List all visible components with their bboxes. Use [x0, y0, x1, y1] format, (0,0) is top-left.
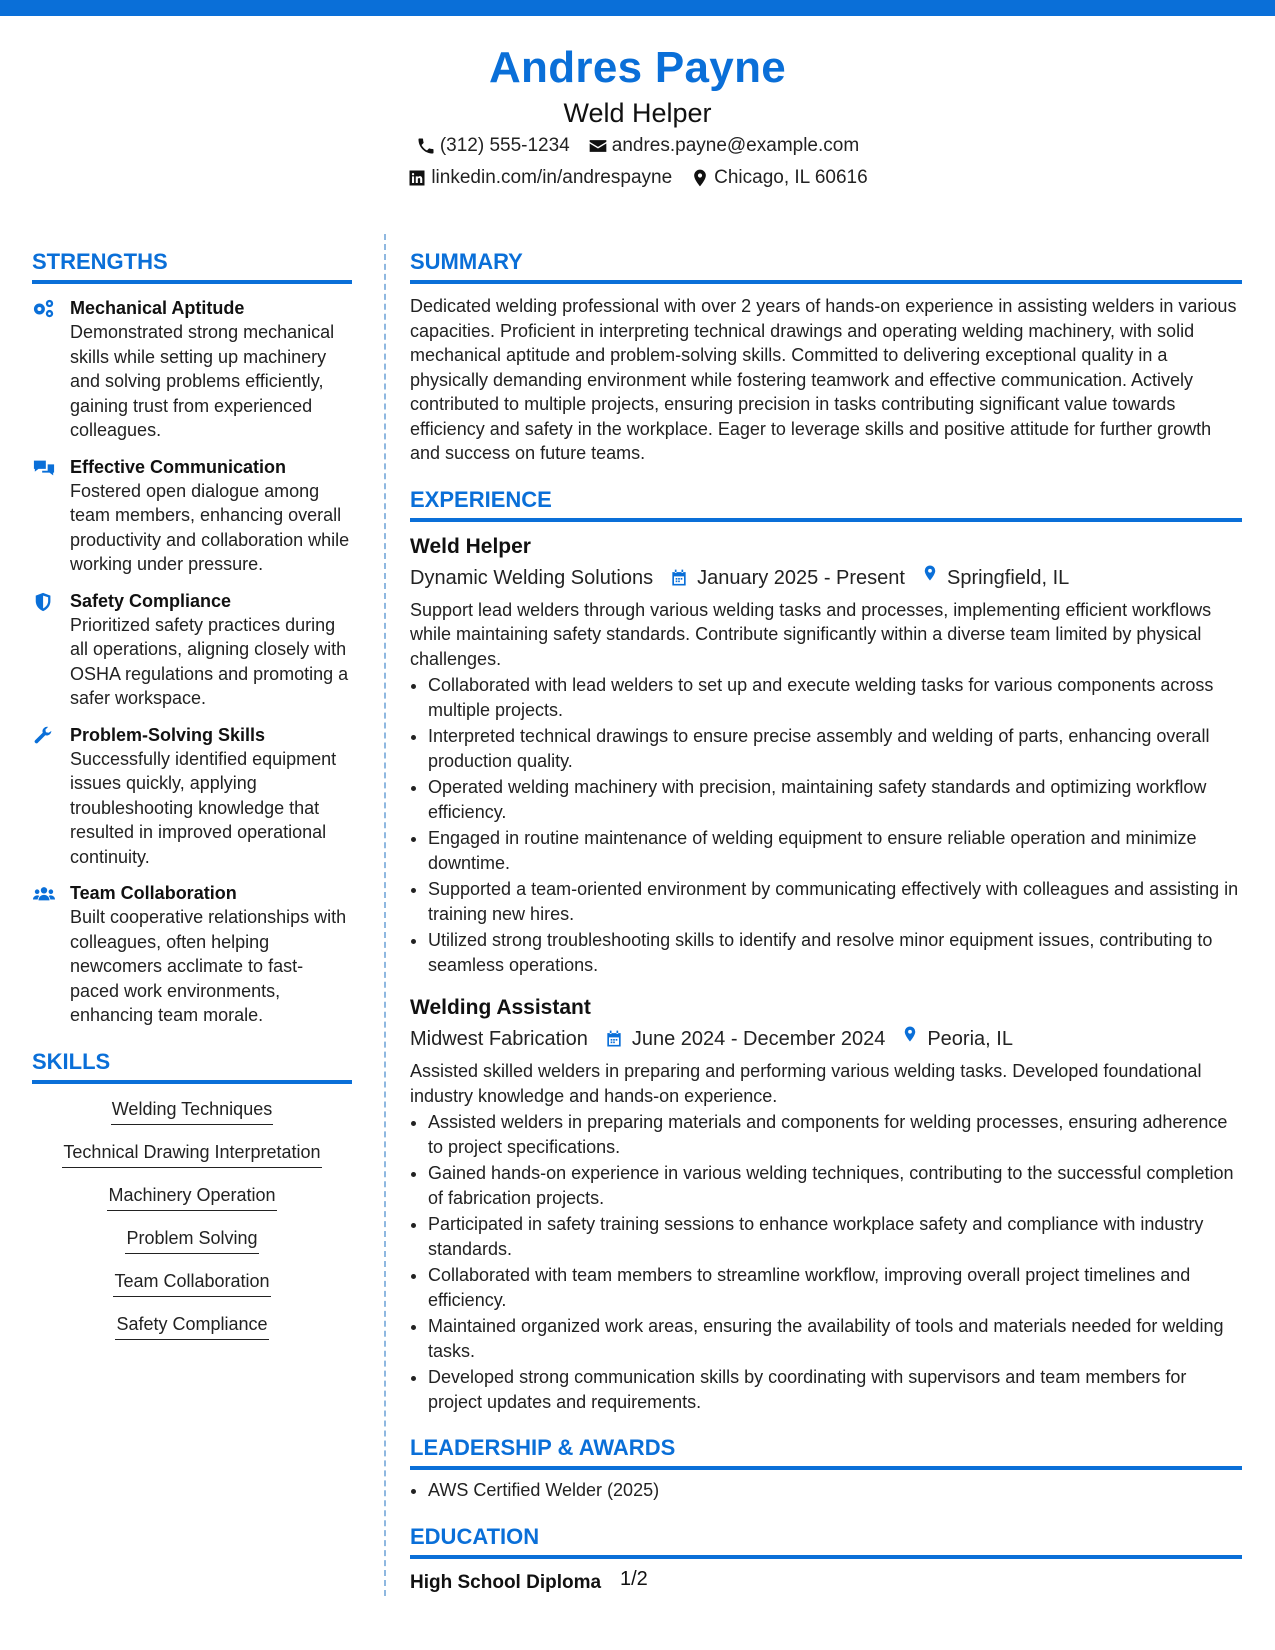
bullet-item: • Maintained organized work areas, ensuring the availability of tools and materials needed for welding tasks. — [428, 1314, 1242, 1363]
skill-tag: Team Collaboration — [113, 1268, 270, 1297]
education-degree: High School Diploma — [410, 1571, 602, 1593]
job-description: Assisted skilled welders in preparing and performing various welding tasks. Developed foundational industry knowledge and hands-on experience. — [410, 1061, 1202, 1106]
leadership-heading: LEADERSHIP & AWARDS — [410, 1432, 1242, 1470]
job-title: Welding Assistant — [410, 996, 591, 1019]
strength-item — [32, 296, 352, 443]
awards-list — [410, 1478, 1242, 1503]
job-meta — [410, 562, 1242, 594]
job-location: Springfield, IL — [946, 566, 1070, 589]
strength-text: Successfully identified equipment issues quickly, applying troubleshooting knowledge that resulted in improved operational continuity. — [70, 748, 337, 867]
contact-row-2 — [0, 162, 1275, 194]
skills-heading: SKILLS — [32, 1046, 352, 1084]
left-column — [32, 246, 352, 1354]
map-pin-icon — [921, 562, 939, 584]
strengths-heading: STRENGTHS — [32, 246, 352, 284]
calendar-icon — [604, 1028, 624, 1050]
skill-tag: Safety Compliance — [115, 1311, 268, 1340]
column-divider — [384, 234, 386, 1596]
bullet-item: • Interpreted technical drawings to ensure precise assembly and welding of parts, enhancing overall production quality. — [428, 724, 1242, 773]
strength-item — [32, 455, 352, 577]
linkedin-icon — [407, 168, 427, 188]
job-dates: June 2024 - December 2024 — [631, 1028, 886, 1050]
strength-item — [32, 881, 352, 1028]
candidate-title: Weld Helper — [563, 98, 712, 128]
map-pin-icon — [690, 168, 710, 188]
strength-title: Mechanical Aptitude — [70, 298, 245, 318]
right-column — [410, 246, 1242, 1597]
skill-tag: Welding Techniques — [111, 1096, 273, 1125]
award-item: • AWS Certified Welder (2025) — [428, 1478, 1242, 1503]
resume-header — [0, 40, 1275, 194]
bullet-item: • Collaborated with team members to streamline workflow, improving overall project timelines and efficiency. — [428, 1263, 1242, 1312]
bullet-item: • Supported a team-oriented environment by communicating effectively with colleagues and assisting in training new hires. — [428, 877, 1242, 926]
strength-text: Demonstrated strong mechanical skills while setting up machinery and solving problems efficiently, gaining trust from experienced colleagues. — [70, 322, 335, 440]
strength-title: Safety Compliance — [70, 590, 232, 611]
candidate-name: Andres Payne — [488, 43, 787, 92]
email-contact[interactable] — [588, 130, 859, 162]
strength-title: Effective Communication — [70, 456, 287, 477]
map-pin-icon — [901, 1023, 919, 1045]
bullet-item: • Developed strong communication skills by coordinating with supervisors and team members for project updates and requirements. — [428, 1365, 1242, 1414]
skill-tag: Machinery Operation — [107, 1182, 276, 1211]
bullet-item: • Gained hands-on experience in various welding techniques, contributing to the successful completion of fabrication projects. — [428, 1161, 1242, 1210]
strength-item — [32, 723, 352, 870]
bullet-item: • Engaged in routine maintenance of welding equipment to ensure reliable operation and minimize downtime. — [428, 826, 1242, 875]
page-number: 1/2 — [620, 1568, 648, 1590]
skills-list — [32, 1096, 352, 1340]
strength-item — [32, 589, 352, 711]
education-heading: EDUCATION — [410, 1521, 1242, 1559]
bullet-item: • Utilized strong troubleshooting skills to identify and resolve minor equipment issues, contributing to seamless operations. — [428, 928, 1242, 977]
users-icon — [32, 883, 56, 905]
gears-icon — [32, 298, 56, 320]
job-description: Support lead welders through various welding tasks and processes, implementing efficient workflows while maintaining safety standards. Contribute significantly within a diverse team limited by physical challenges. — [410, 599, 1212, 669]
envelope-icon — [588, 136, 608, 156]
phone-icon — [416, 136, 436, 156]
bullet-item: • Operated welding machinery with precision, maintaining safety standards and optimizing workflow efficiency. — [428, 775, 1242, 824]
job-company: Dynamic Welding Solutions — [410, 566, 654, 589]
job-company: Midwest Fabrication — [410, 1028, 588, 1050]
shield-icon — [32, 591, 56, 613]
email-text: andres.payne@example.com — [611, 135, 860, 156]
strength-title: Problem-Solving Skills — [70, 724, 266, 745]
experience-heading: EXPERIENCE — [410, 484, 1242, 522]
linkedin-contact[interactable] — [407, 162, 672, 194]
location-contact — [690, 162, 868, 194]
strength-text: Built cooperative relationships with colleagues, often helping newcomers acclimate to fast-paced work environments, enhancing team morale. — [70, 907, 347, 1025]
job-dates: January 2025 - Present — [697, 566, 905, 589]
linkedin-text: linkedin.com/in/andrespayne — [431, 167, 673, 188]
summary-heading: SUMMARY — [410, 246, 1242, 284]
job-bullets — [410, 1110, 1242, 1414]
job-bullets — [410, 673, 1242, 977]
strength-text: Fostered open dialogue among team members, enhancing overall productivity and collaboration while working under pressure. — [70, 480, 350, 574]
job-entry — [410, 993, 1242, 1414]
skill-tag: Problem Solving — [125, 1225, 258, 1254]
job-meta — [410, 1023, 1242, 1055]
comments-icon — [32, 457, 56, 479]
strength-text: Prioritized safety practices during all operations, aligning closely with OSHA regulations and promoting a safer workspace. — [70, 614, 349, 708]
job-location: Peoria, IL — [927, 1028, 1013, 1050]
wrench-icon — [32, 725, 56, 747]
bullet-item: • Participated in safety training sessions to enhance workplace safety and compliance with industry standards. — [428, 1212, 1242, 1261]
location-text: Chicago, IL 60616 — [714, 167, 868, 188]
bullet-item: • Assisted welders in preparing materials and components for welding processes, ensuring adherence to project specifications. — [428, 1110, 1242, 1159]
bullet-item: • Collaborated with lead welders to set up and execute welding tasks for various components across multiple projects. — [428, 673, 1242, 722]
contact-row-1 — [0, 130, 1275, 162]
phone-text: (312) 555-1234 — [439, 135, 570, 156]
skill-tag: Technical Drawing Interpretation — [62, 1139, 321, 1168]
job-title: Weld Helper — [410, 534, 531, 558]
summary-text: Dedicated welding professional with over 2 years of hands-on experience in assisting welders in various capacities. Proficient in interpreting technical drawings and operating welding machinery, with solid mechanical aptitude and problem-solving skills. Committed to delivering exceptional quality in a physically demanding environment while fostering teamwork and effective communication. Actively contributed to multiple projects, ensuring precision in tasks contributing significant value towards efficiency and safety in the workplace. Eager to leverage skills and positive attitude for further growth and success on future teams. — [410, 296, 1237, 463]
job-entry — [410, 532, 1242, 978]
phone-contact[interactable] — [416, 130, 570, 162]
top-accent-bar — [0, 0, 1275, 16]
calendar-icon — [669, 567, 689, 589]
strength-title: Team Collaboration — [70, 883, 237, 903]
